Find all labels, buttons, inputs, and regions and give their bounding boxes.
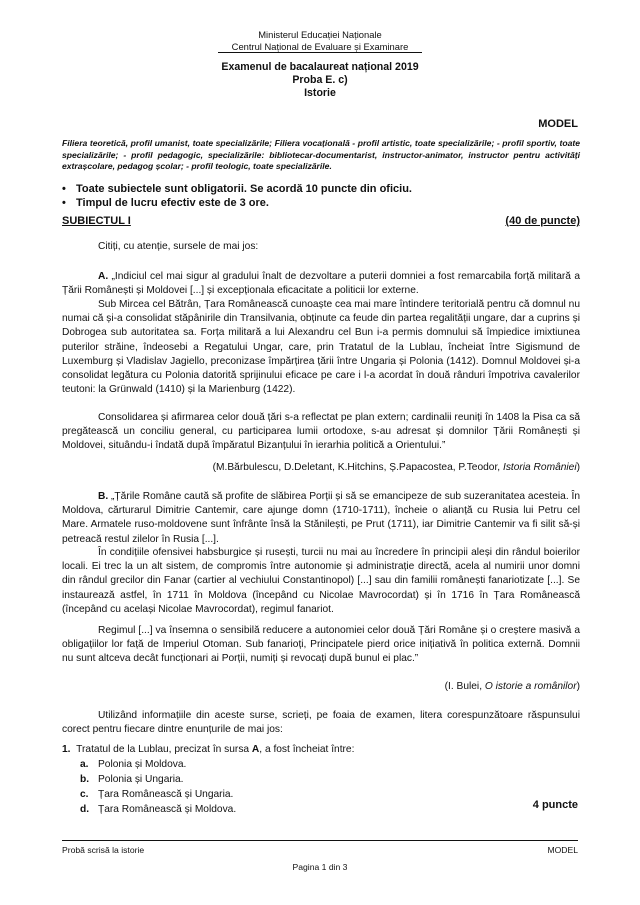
bullet-text: Timpul de lucru efectiv este de 3 ore. — [76, 197, 269, 209]
model-label: MODEL — [538, 118, 578, 130]
source-a-p2: Sub Mircea cel Bătrân, Țara Românească cunoaște cea mai mare întindere teritorială pentru că domnul nu numai că și-a consolidat stăpânirile din Transilvania, obținute ca feude din partea regalității ungare, dar a cuprins și Dobrogea sub autoritatea sa. Forța militară a lui Alexandru cel Bun i-a permis domnului să împiedice imixtiunea puterilor străine, îndeosebi a Regatului Ungar, care, prin Tratatul de la Lublau, încheiat între Sigismund de Luxemburg și Vladislav Jagiello, preconizase împărțirea țării între Ungaria și Polonia (1412). Domnul Moldovei și-a consolidat legătura cu Polonia datorită sprijinului eficace pe care i l-a acordat în două rânduri împotriva cavalerilor teutoni: la Grünwald (1410) și la Marienburg (1422). — [62, 299, 580, 396]
footer-divider — [62, 840, 578, 841]
bullet-text: Toate subiectele sunt obligatorii. Se acordă 10 puncte din oficiu. — [76, 183, 412, 195]
footer-page: Pagina 1 din 3 — [292, 862, 348, 872]
exam-subject: Istorie — [304, 87, 336, 99]
option-item — [80, 787, 580, 803]
section-points: (40 de puncte) — [505, 215, 580, 227]
header-ministry: Ministerul Educației Naționale — [258, 29, 382, 40]
option-text: Țara Românească și Moldova. — [98, 804, 237, 815]
question-1 — [62, 742, 580, 758]
source-a-work: Istoria României — [502, 462, 577, 473]
source-a-close: ) — [576, 462, 580, 473]
source-a-label: A. — [98, 271, 109, 282]
question-1-text-end: , a fost încheiat între: — [259, 744, 355, 755]
question-1-source-ref: A — [251, 744, 260, 755]
section-header — [62, 215, 580, 227]
intro-text: Citiți, cu atenție, sursele de mai jos: — [98, 241, 259, 252]
source-b-citation — [445, 680, 580, 694]
source-b-work: O istorie a românilor — [484, 681, 577, 692]
option-letter: b. — [80, 774, 90, 785]
source-b-p3: Regimul [...] va însemna o sensibilă reducere a autonomiei celor două Țări Române și o creștere masivă a obligațiilor lor față de Imperiul Otoman. Sub fanarioți, Principatele pierd orice inițiativă în politica externă. Domnii nu sunt altceva decât funcționari ai Porții, numiți și revocați după bunul ei plac.” — [62, 625, 580, 665]
source-b-p1 — [62, 490, 580, 547]
source-a-p1 — [62, 270, 580, 298]
footer-left: Probă scrisă la istorie — [62, 845, 145, 855]
option-item — [80, 802, 580, 818]
option-item — [80, 757, 580, 773]
bullet-icon: • — [62, 183, 66, 195]
question-1-points: 4 puncte — [532, 799, 578, 811]
instructions-text: Utilizând informațiile din aceste surse, scrieți, pe foaia de examen, litera corespunzătoare răspunsului corect pentru fiecare dintre enunțurile de mai jos: — [62, 710, 580, 736]
option-letter: c. — [80, 789, 89, 800]
source-b-close: ) — [576, 681, 580, 692]
option-letter: d. — [80, 804, 90, 815]
source-a-authors: (M.Bărbulescu, D.Deletant, K.Hitchins, Ș.Papacostea, P.Teodor, — [212, 462, 501, 473]
section-title: SUBIECTUL I — [62, 215, 131, 227]
bullet-item — [62, 196, 580, 210]
option-item — [80, 772, 580, 788]
header-divider — [218, 52, 422, 53]
source-b-p1-text: „Țările Române caută să profite de slăbirea Porții și să se emancipeze de sub suzeranitatea acesteia. În Moldova, cărturarul Dimitrie Cantemir, care ajunge domn (1710-1711), încheie o alianță cu Rusia lui Petru cel Mare. Armatele ruso-moldovene sunt înfrânte însă la Stănilești, pe Prut (1711), iar Dimitrie Cantemir va fi silit să-și petreacă restul zilelor în Rusia [...]. — [62, 491, 580, 545]
option-text: Polonia și Moldova. — [98, 759, 187, 770]
bullet-item — [62, 182, 580, 196]
source-a-citation — [213, 461, 580, 475]
source-b-authors: (I. Bulei, — [444, 681, 483, 692]
exam-proba: Proba E. c) — [292, 74, 348, 86]
question-1-text: Tratatul de la Lublau, precizat în sursa — [76, 744, 250, 755]
source-b-p2: În condițiile ofensivei habsburgice și rusești, turcii nu mai au încredere în principii aleși din rândul boierilor locali. Ei trec la un alt sistem, de compromis între autonomie și administrație directă, acela al numirii unor domni din rândul grecilor din Fanar (cartier al vechiului Constantinopol) [...] sau din familii românești fanariotizate [...]. Se instaurează astfel, în 1711 în Moldova (începând cu Nicolae Mavrocordat) și în 1716 în Țara Românească (începând cu același Nicolae Mavrocordat), regimul fanariot. — [62, 547, 580, 615]
option-text: Țara Românească și Ungaria. — [98, 789, 234, 800]
footer-right: MODEL — [547, 845, 578, 855]
source-b-label: B. — [98, 491, 109, 502]
header-center: Centrul Național de Evaluare și Examinare — [231, 41, 409, 52]
bullet-icon: • — [62, 197, 66, 209]
exam-title: Examenul de bacalaureat național 2019 — [221, 61, 419, 73]
source-a-p1-text: „Indiciul cel mai sigur al gradului înalt de dezvoltare a puterii domniei a fost remarcabila forță militară a Țării Românești și Moldovei [...] și excepționala eficacitate a politicii lor externe. — [62, 271, 580, 297]
option-text: Polonia și Ungaria. — [98, 774, 184, 785]
question-1-number: 1. — [62, 744, 71, 755]
source-a-p3: Consolidarea și afirmarea celor două țări s-a reflectat pe plan extern; cardinalii reuniți în 1408 la Pisa ca să pregătească un conciliu general, cu participarea lumii ortodoxe, s-au adresat și domnilor Țării Românești și Moldovei, situându-i îndată după împăratul Bizanțului în ierarhia politică a Orientului.” — [62, 412, 580, 452]
option-letter: a. — [80, 759, 89, 770]
filiera-text: Filiera teoretică, profil umanist, toate specializările; Filiera vocațională - profil artistic, toate specializările; - profil sportiv, toate specializările; - profil pedagogic, specializările: bibliotecar-documentarist, instructor-animator, instructor pentru activități extrașcolare, pedagog școlar; - profil teologic, toate specializările. — [62, 138, 580, 172]
